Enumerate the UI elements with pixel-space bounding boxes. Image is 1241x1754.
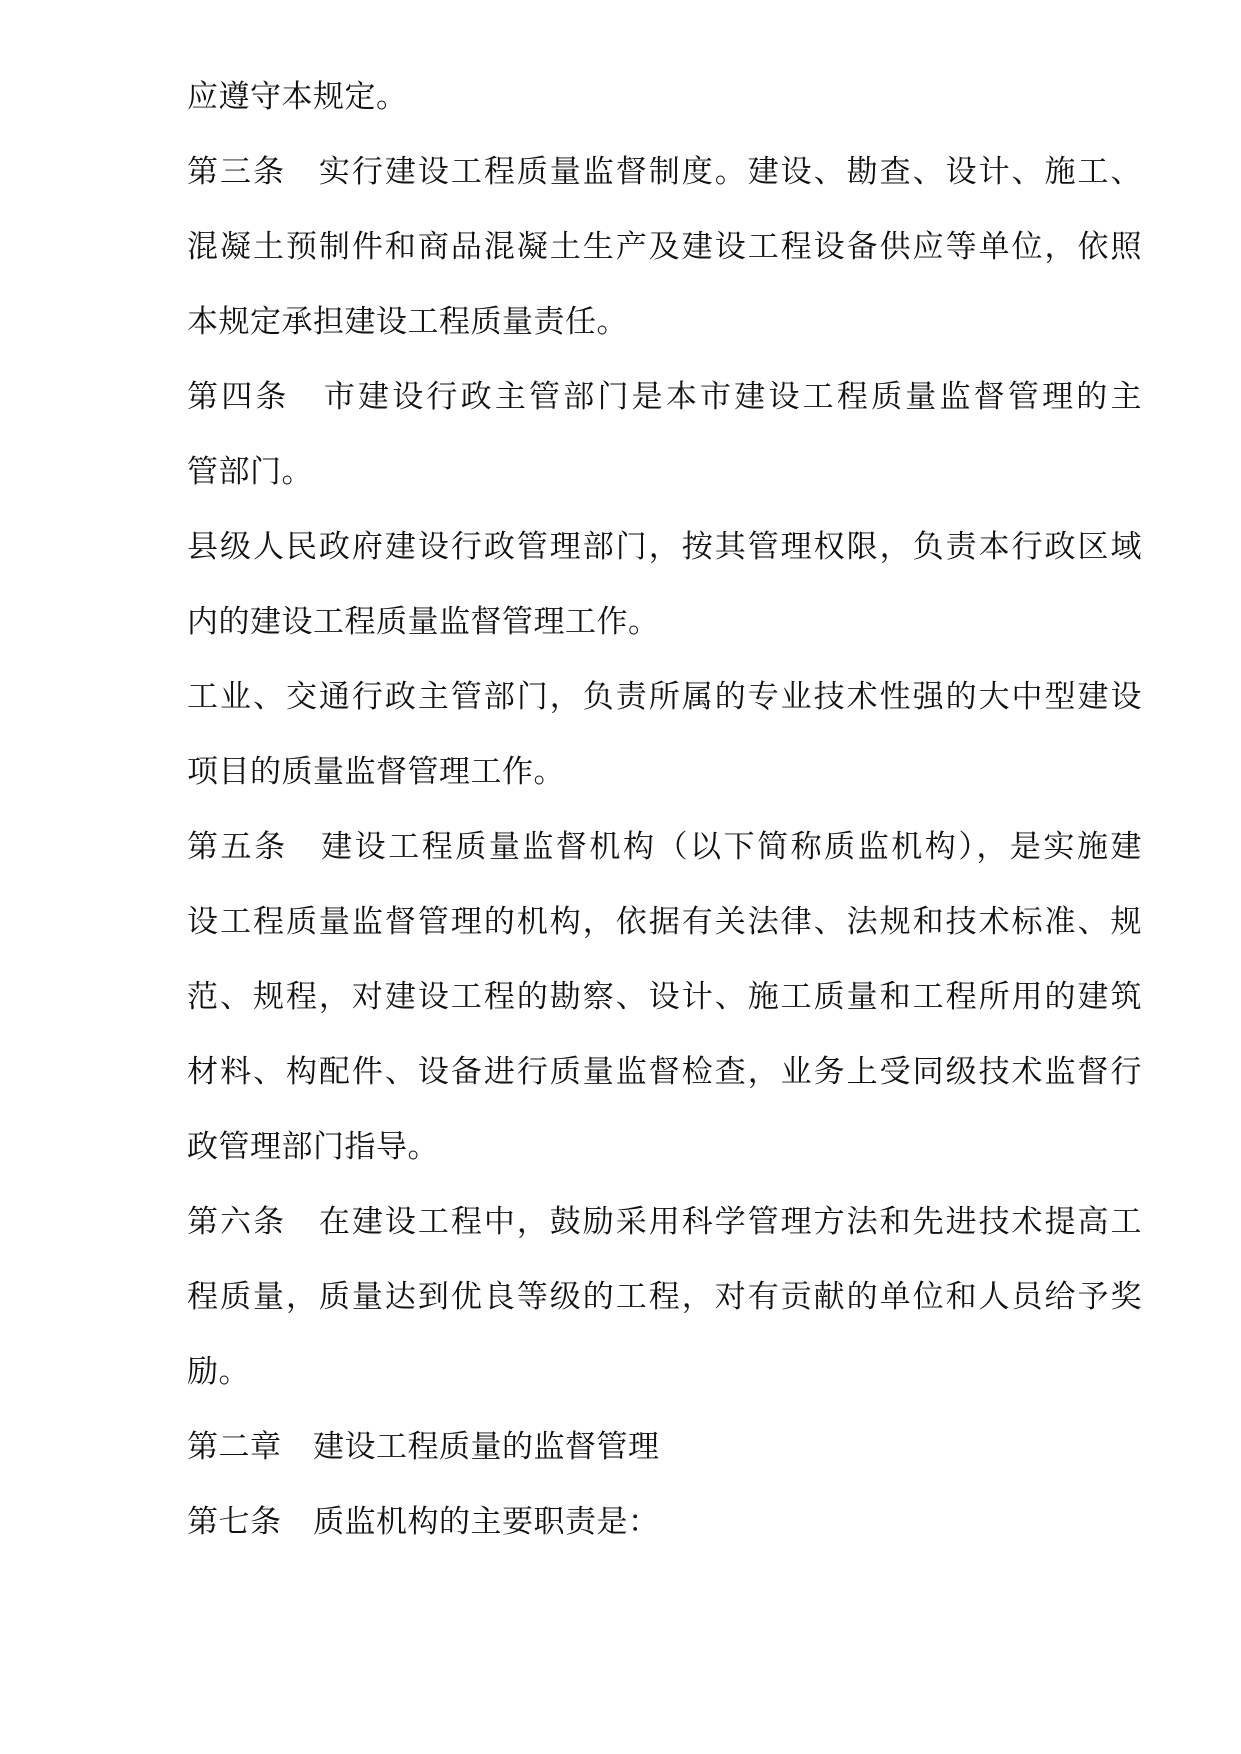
text-line: 应遵守本规定。 — [187, 79, 408, 115]
text-line: 第五条 建设工程质量监督机构（以下简称质监机构），是实施建 — [187, 829, 1142, 865]
text-line: 第三条 实行建设工程质量监督制度。建设、勘查、设计、施工、 — [187, 154, 1142, 190]
text-line: 第七条 质监机构的主要职责是： — [187, 1504, 660, 1540]
text-line: 混凝土预制件和商品混凝土生产及建设工程设备供应等单位，依照 — [187, 229, 1142, 265]
text-line: 励。 — [187, 1354, 250, 1390]
text-line: 第六条 在建设工程中，鼓励采用科学管理方法和先进技术提高工 — [187, 1204, 1142, 1240]
text-line: 项目的质量监督管理工作。 — [187, 754, 565, 790]
text-line: 设工程质量监督管理的机构，依据有关法律、法规和技术标准、规 — [187, 904, 1142, 940]
text-line: 程质量，质量达到优良等级的工程，对有贡献的单位和人员给予奖 — [187, 1279, 1142, 1315]
document-page — [187, 60, 1142, 1560]
text-line: 第四条 市建设行政主管部门是本市建设工程质量监督管理的主 — [187, 379, 1142, 415]
text-line: 第二章 建设工程质量的监督管理 — [187, 1429, 660, 1465]
text-line: 工业、交通行政主管部门，负责所属的专业技术性强的大中型建设 — [187, 679, 1142, 715]
text-line: 材料、构配件、设备进行质量监督检查，业务上受同级技术监督行 — [187, 1054, 1142, 1090]
text-line: 范、规程，对建设工程的勘察、设计、施工质量和工程所用的建筑 — [187, 979, 1142, 1015]
text-line: 本规定承担建设工程质量责任。 — [187, 304, 628, 340]
text-line: 内的建设工程质量监督管理工作。 — [187, 604, 660, 640]
text-line: 政管理部门指导。 — [187, 1129, 439, 1165]
text-line: 管部门。 — [187, 454, 313, 490]
text-line: 县级人民政府建设行政管理部门，按其管理权限，负责本行政区域 — [187, 529, 1142, 565]
